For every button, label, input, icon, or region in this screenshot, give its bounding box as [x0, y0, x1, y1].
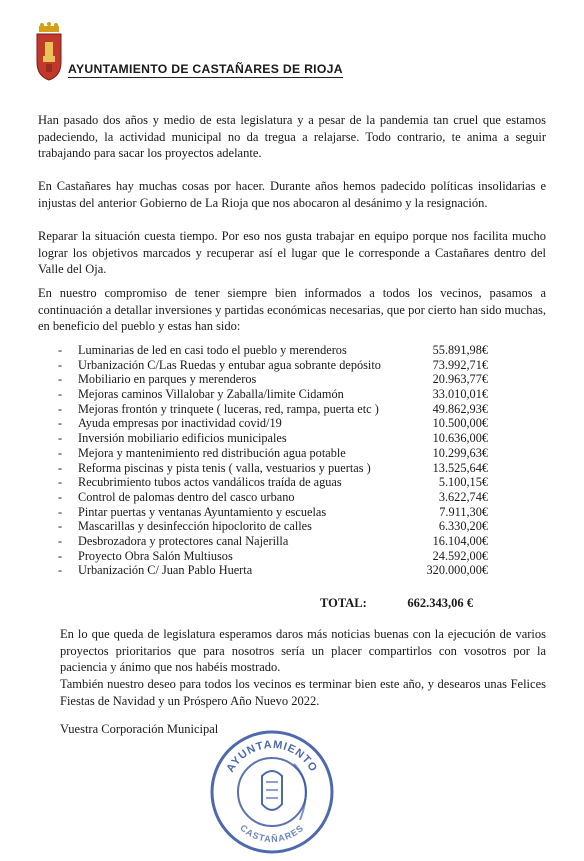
closing-paragraph-1: En lo que queda de legislatura esperamos daros más noticias buenas con la ejecución de varios proyectos prioritarios que para nosotros sería un placer compartirlos con vosotros por la paciencia y ánimo que nos habéis mostrado.: [60, 627, 546, 675]
investment-amount: 49.862,93€: [432, 401, 488, 416]
investment-label: Recubrimiento tubos actos vandálicos traída de aguas: [78, 475, 342, 490]
investment-row: [58, 358, 488, 373]
investment-row: [58, 343, 488, 358]
total-label: TOTAL:: [320, 596, 367, 610]
signature-line: Vuestra Corporación Municipal: [60, 722, 219, 736]
total-value: 662.343,06 €: [407, 596, 473, 610]
intro-paragraph-4: En nuestro compromiso de tener siempre bien informados a todos los vecinos, pasamos a continuación a detallar inversiones y partidas económicas necesarias, que por cierto han sido muchas, en beneficio del pueblo y estas han sido:: [38, 286, 546, 334]
investment-row: [58, 505, 488, 520]
investment-label: Reforma piscinas y pista tenis ( valla, vestuarios y puertas ): [78, 460, 371, 475]
dash-bullet-icon: -: [58, 563, 63, 578]
intro-paragraph-1: Han pasado dos años y medio de esta legislatura y a pesar de la pandemia tan cruel que estamos padeciendo, la actividad municipal no da tregua a relajarse. Todo contrario, te anima a seguir trabajando para sacar los proyectos adelante.: [38, 113, 546, 161]
investment-label: Pintar puertas y ventanas Ayuntamiento y escuelas: [78, 504, 327, 519]
investment-label: Inversión mobiliario edificios municipales: [78, 431, 287, 446]
dash-bullet-icon: -: [58, 519, 63, 534]
dash-bullet-icon: -: [58, 416, 63, 431]
investment-label: Ayuda empresas por inactividad covid/19: [78, 416, 282, 431]
investment-amount: 24.592,00€: [432, 548, 488, 563]
coat-of-arms-logo: [34, 22, 64, 82]
investment-label: Mascarillas y desinfección hipoclorito de calles: [78, 519, 312, 534]
investment-row: [58, 519, 488, 534]
svg-text:AYUNTAMIENTO: [224, 739, 319, 775]
investment-row: [58, 549, 488, 564]
dash-bullet-icon: -: [58, 475, 63, 490]
investment-row: [58, 446, 488, 461]
investment-amount: 3.622,74€: [438, 489, 488, 504]
investment-row: [58, 534, 488, 549]
header-title: AYUNTAMIENTO DE CASTAÑARES DE RIOJA: [68, 62, 343, 76]
investment-amount: 33.010,01€: [432, 387, 488, 402]
investment-label: Mejora y mantenimiento red distribución agua potable: [78, 445, 346, 460]
investment-amount: 10.636,00€: [432, 431, 488, 446]
investment-row: [58, 402, 488, 417]
investment-amount: 6.330,20€: [438, 519, 488, 534]
investment-row: [58, 431, 488, 446]
investment-amount: 5.100,15€: [438, 475, 488, 490]
stamp-top-text: AYUNTAMIENTO: [224, 738, 320, 775]
investment-row: [58, 563, 488, 578]
dash-bullet-icon: -: [58, 343, 63, 357]
investment-label: Control de palomas dentro del casco urbano: [78, 489, 295, 504]
dash-bullet-icon: -: [58, 445, 63, 460]
investment-amount: 10.299,63€: [432, 445, 488, 460]
investment-row: [58, 372, 488, 387]
investment-row: [58, 461, 488, 476]
investment-amount: 10.500,00€: [432, 416, 488, 431]
investment-label: Mejoras frontón y trinquete ( luceras, red, rampa, puerta etc ): [78, 401, 379, 416]
investment-amount: 7.911,30€: [439, 504, 488, 519]
investment-label: Luminarias de led en casi todo el pueblo y merenderos: [78, 343, 347, 357]
investment-amount: 73.992,71€: [432, 357, 488, 372]
dash-bullet-icon: -: [58, 489, 63, 504]
investment-row: [58, 490, 488, 505]
dash-bullet-icon: -: [58, 372, 63, 387]
investment-row: [58, 416, 488, 431]
investment-amount: 13.525,64€: [432, 460, 488, 475]
investment-label: Mobiliario en parques y merenderos: [78, 372, 257, 387]
investment-amount: 20.963,77€: [432, 372, 488, 387]
investment-row: [58, 475, 488, 490]
investment-label: Mejoras caminos Villalobar y Zaballa/limite Cidamón: [78, 387, 344, 402]
dash-bullet-icon: -: [58, 387, 63, 402]
intro-paragraph-3: Reparar la situación cuesta tiempo. Por eso nos gusta trabajar en equipo porque nos facilita mucho lograr los objetivos marcados y recuperar así el lugar que le corresponde a Castañares dentro del Valle del Oja.: [38, 229, 546, 277]
investment-label: Urbanización C/ Juan Pablo Huerta: [78, 563, 253, 578]
stamp-bottom-text: CASTAÑARES: [238, 822, 306, 845]
dash-bullet-icon: -: [58, 401, 63, 416]
dash-bullet-icon: -: [58, 533, 63, 548]
investment-amount: 16.104,00€: [432, 533, 488, 548]
dash-bullet-icon: -: [58, 431, 63, 446]
dash-bullet-icon: -: [58, 504, 63, 519]
dash-bullet-icon: -: [58, 357, 63, 372]
dash-bullet-icon: -: [58, 460, 63, 475]
investment-amount: 55.891,98€: [432, 343, 488, 357]
official-stamp: [204, 724, 340, 860]
investment-label: Desbrozadora y protectores canal Najerilla: [78, 533, 289, 548]
intro-paragraph-2: En Castañares hay muchas cosas por hacer. Durante años hemos padecido políticas insolidarias e injustas del anterior Gobierno de La Rioja que nos abocaron al desánimo y la resignación.: [38, 179, 546, 210]
investment-amount: 320.000,00€: [426, 563, 488, 578]
investment-row: [58, 387, 488, 402]
dash-bullet-icon: -: [58, 548, 63, 563]
investment-label: Proyecto Obra Salón Multiusos: [78, 548, 233, 563]
closing-paragraph-2: También nuestro deseo para todos los vecinos es terminar bien este año, y desearos unas Felices Fiestas de Navidad y un Próspero Año Nuevo 2022.: [60, 677, 546, 708]
investment-list: [58, 343, 488, 578]
investment-label: Urbanización C/Las Ruedas y entubar agua sobrante depósito: [78, 357, 381, 372]
